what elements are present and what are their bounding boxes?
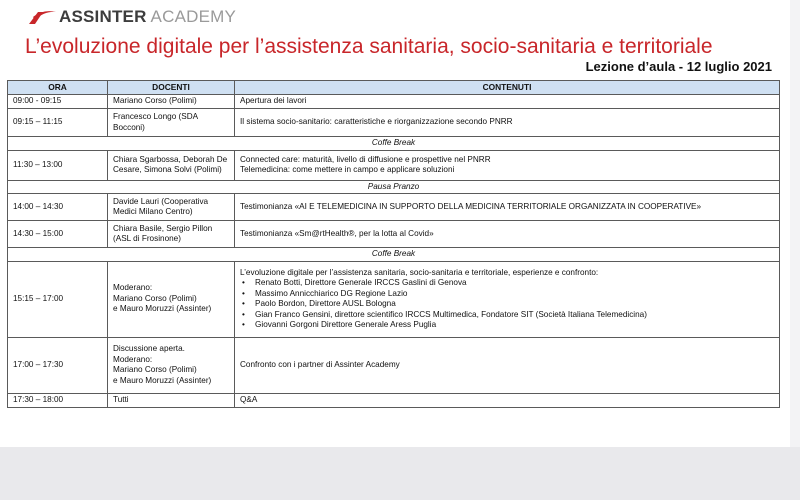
docenti-line: Mariano Corso (Polimi) <box>113 293 197 303</box>
cell-docenti: Davide Lauri (Cooperativa Medici Milano Centro) <box>108 194 235 221</box>
cell-ora: 09:15 – 11:15 <box>8 109 108 137</box>
docenti-line: Moderano: <box>113 354 153 364</box>
table-row <box>8 221 780 248</box>
header-ora: ORA <box>8 81 108 95</box>
cell-contenuti: Il sistema socio-sanitario: caratteristiche e riorganizzazione secondo PNRR <box>235 109 780 137</box>
break-label: Pausa Pranzo <box>8 180 780 194</box>
list-item: • Giovanni Gorgoni Direttore Generale Aress Puglia <box>240 320 774 331</box>
list-item: • Gian Franco Gensini, direttore scientifico IRCCS Multimedica, Fondatore SIT (Società Italiana Telemedicina) <box>240 310 774 321</box>
cell-contenuti: Q&A <box>235 393 780 407</box>
break-row <box>8 137 780 151</box>
cell-docenti: Francesco Longo (SDA Bocconi) <box>108 109 235 137</box>
cell-ora: 17:00 – 17:30 <box>8 337 108 393</box>
docenti-line: Discussione aperta. <box>113 344 185 353</box>
table-row <box>8 150 780 180</box>
cell-contenuti: Testimonianza «AI E TELEMEDICINA IN SUPPORTO DELLA MEDICINA TERRITORIALE ORGANIZZATA IN COOPERATIVE» <box>235 194 780 221</box>
contenuti-intro: L’evoluzione digitale per l’assistenza sanitaria, socio-sanitaria e territoriale, esperienze e confronto: <box>240 267 599 277</box>
cell-ora: 09:00 - 09:15 <box>8 95 108 109</box>
header-docenti: DOCENTI <box>108 81 235 95</box>
table-row <box>8 95 780 109</box>
docenti-line: e Mauro Moruzzi (Assinter) <box>113 375 212 385</box>
list-item: • Paolo Bordon, Direttore AUSL Bologna <box>240 299 774 310</box>
break-row <box>8 248 780 262</box>
break-row <box>8 180 780 194</box>
cell-ora: 14:00 – 14:30 <box>8 194 108 221</box>
cell-docenti: Mariano Corso (Polimi) <box>108 95 235 109</box>
header-contenuti: CONTENUTI <box>235 81 780 95</box>
table-row <box>8 261 780 337</box>
cell-contenuti <box>235 150 780 180</box>
cell-ora: 14:30 – 15:00 <box>8 221 108 248</box>
break-label: Coffe Break <box>8 137 780 151</box>
logo-text-bold: ASSINTER <box>59 7 147 26</box>
docenti-line: e Mauro Moruzzi (Assinter) <box>113 304 212 314</box>
cell-docenti: Chiara Basile, Sergio Pillon (ASL di Frosinone) <box>108 221 235 248</box>
cell-docenti: Chiara Sgarbossa, Deborah De Cesare, Simona Solvi (Polimi) <box>108 150 235 180</box>
docenti-line: Moderano: <box>113 283 153 293</box>
break-label: Coffe Break <box>8 248 780 262</box>
cell-docenti <box>108 337 235 393</box>
cell-ora: 15:15 – 17:00 <box>8 261 108 337</box>
cell-ora: 17:30 – 18:00 <box>8 393 108 407</box>
logo-text-light: ACADEMY <box>146 7 237 26</box>
table-row <box>8 109 780 137</box>
right-margin <box>790 0 800 447</box>
page-title: L’evoluzione digitale per l’assistenza sanitaria, socio-sanitaria e territoriale <box>25 35 713 58</box>
list-item: • Massimo Annicchiarico DG Regione Lazio <box>240 289 774 300</box>
background-area <box>0 447 800 500</box>
docenti-line: Mariano Corso (Polimi) <box>113 365 197 374</box>
table-header-row <box>8 81 780 95</box>
table-row <box>8 337 780 393</box>
cell-ora: 11:30 – 13:00 <box>8 150 108 180</box>
cell-contenuti: Apertura dei lavori <box>235 95 780 109</box>
logo-swoosh-icon <box>27 8 57 26</box>
cell-docenti <box>108 261 235 337</box>
cell-contenuti: Confronto con i partner di Assinter Academy <box>235 337 780 393</box>
contenuti-line: Connected care: maturità, livello di diffusione e prospettive nel PNRR <box>240 154 491 164</box>
cell-docenti: Tutti <box>108 393 235 407</box>
assinter-academy-logo <box>27 6 236 28</box>
schedule-table <box>7 80 780 408</box>
contenuti-line: Telemedicina: come mettere in campo e applicare soluzioni <box>240 165 455 174</box>
list-item: • Renato Botti, Direttore Generale IRCCS Gaslini di Genova <box>240 278 774 289</box>
cell-contenuti <box>235 261 780 337</box>
page-subtitle: Lezione d’aula - 12 luglio 2021 <box>585 59 772 74</box>
speaker-list <box>240 278 774 331</box>
cell-contenuti: Testimonianza «Sm@rtHealth®, per la lotta al Covid» <box>235 221 780 248</box>
table-row <box>8 194 780 221</box>
table-row <box>8 393 780 407</box>
